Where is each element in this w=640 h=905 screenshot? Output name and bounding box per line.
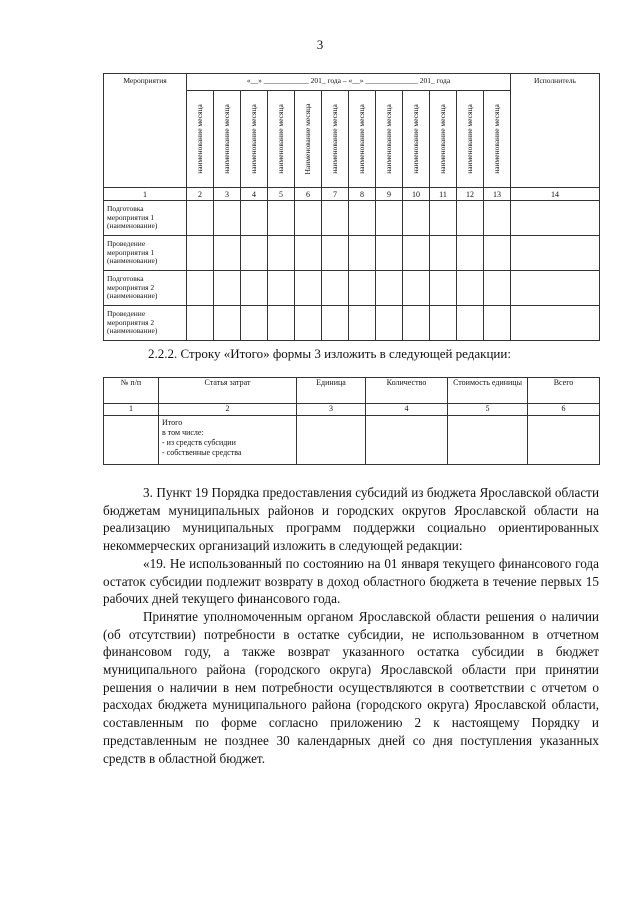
body-text: [103, 484, 599, 767]
header-quantity: Количество: [366, 378, 448, 404]
month-header: наименование месяца: [241, 91, 268, 188]
column-number-row: 1 2 3 4 5 6: [104, 404, 600, 416]
header-executor: Исполнитель: [511, 74, 600, 188]
table-row: [104, 236, 600, 271]
month-header: наименование месяца: [214, 91, 241, 188]
header-number: № п/п: [104, 378, 159, 404]
total-row: [104, 416, 600, 465]
column-number-row: 1 2 3 4 5 6 7 8 9 10 11 12 13 14: [104, 188, 600, 201]
activity-name: Проведение мероприятия 1 (наименование): [104, 236, 187, 271]
month-header: наименование месяца: [403, 91, 430, 188]
section-2-2-2-text: 2.2.2. Строку «Итого» формы 3 изложить в следующей редакции:: [148, 346, 511, 361]
month-header: наименование месяца: [349, 91, 376, 188]
header-unit-cost: Стоимость единицы: [448, 378, 528, 404]
activity-name: Подготовка мероприятия 2 (наименование): [104, 271, 187, 306]
paragraph-decision: Принятие уполномоченным органом Ярославской области решения о наличии (об отсутствии) потребности в остатке субсидии, не использованном в отчетном финансовом году, а также возврат указанного остатка субсидии в бюджет муниципального района (городского округа) Ярославской области при принятии решения о наличии в нем потребности осуществляются в соответствии с отчетом о расходах бюджета муниципального района (городского округа) Ярославской области, составленным по форме согласно приложению 2 к настоящему Порядку и представленным не позднее 30 календарных дней со дня поступления указанных средств в областной бюджет.: [103, 608, 599, 766]
page-number: 3: [316, 37, 324, 52]
month-header: наименование месяца: [430, 91, 457, 188]
activity-schedule-table: [103, 73, 600, 341]
header-total: Всего: [528, 378, 600, 404]
month-header: наименование месяца: [376, 91, 403, 188]
total-label: Итого в том числе: - из средств субсидии - собственные средства: [159, 416, 297, 465]
month-header: наименование месяца: [484, 91, 511, 188]
header-activity: Мероприятия: [104, 74, 187, 188]
paragraph-19: «19. Не использованный по состоянию на 01 января текущего финансового года остаток субсидии подлежит возврату в доход областного бюджета в течение первых 15 рабочих дней текущего финансового года.: [103, 555, 599, 607]
table-row: [104, 271, 600, 306]
cost-table: [103, 377, 600, 465]
table-row: [104, 201, 600, 236]
paragraph-3: 3. Пункт 19 Порядка предоставления субсидий из бюджета Ярославской области бюджетам муниципальных районов и городских округов Ярославской области на реализацию муниципальных программ поддержки социально ориентированных некоммерческих организаций изложить в следующей редакции:: [103, 485, 599, 554]
activity-name: Проведение мероприятия 2 (наименование): [104, 306, 187, 341]
table-row: [104, 306, 600, 341]
cost-table-header: [104, 378, 600, 404]
month-header: наименование месяца: [457, 91, 484, 188]
month-header: наименование месяца: [322, 91, 349, 188]
header-cost-item: Статья затрат: [159, 378, 297, 404]
activity-name: Подготовка мероприятия 1 (наименование): [104, 201, 187, 236]
month-header: наименование месяца: [268, 91, 295, 188]
header-unit: Единица: [297, 378, 366, 404]
header-period: «__» ____________ 201_ года – «__» ______________ 201_ года: [187, 74, 511, 91]
month-header: Наименование месяца: [295, 91, 322, 188]
month-header: наименование месяца: [187, 91, 214, 188]
